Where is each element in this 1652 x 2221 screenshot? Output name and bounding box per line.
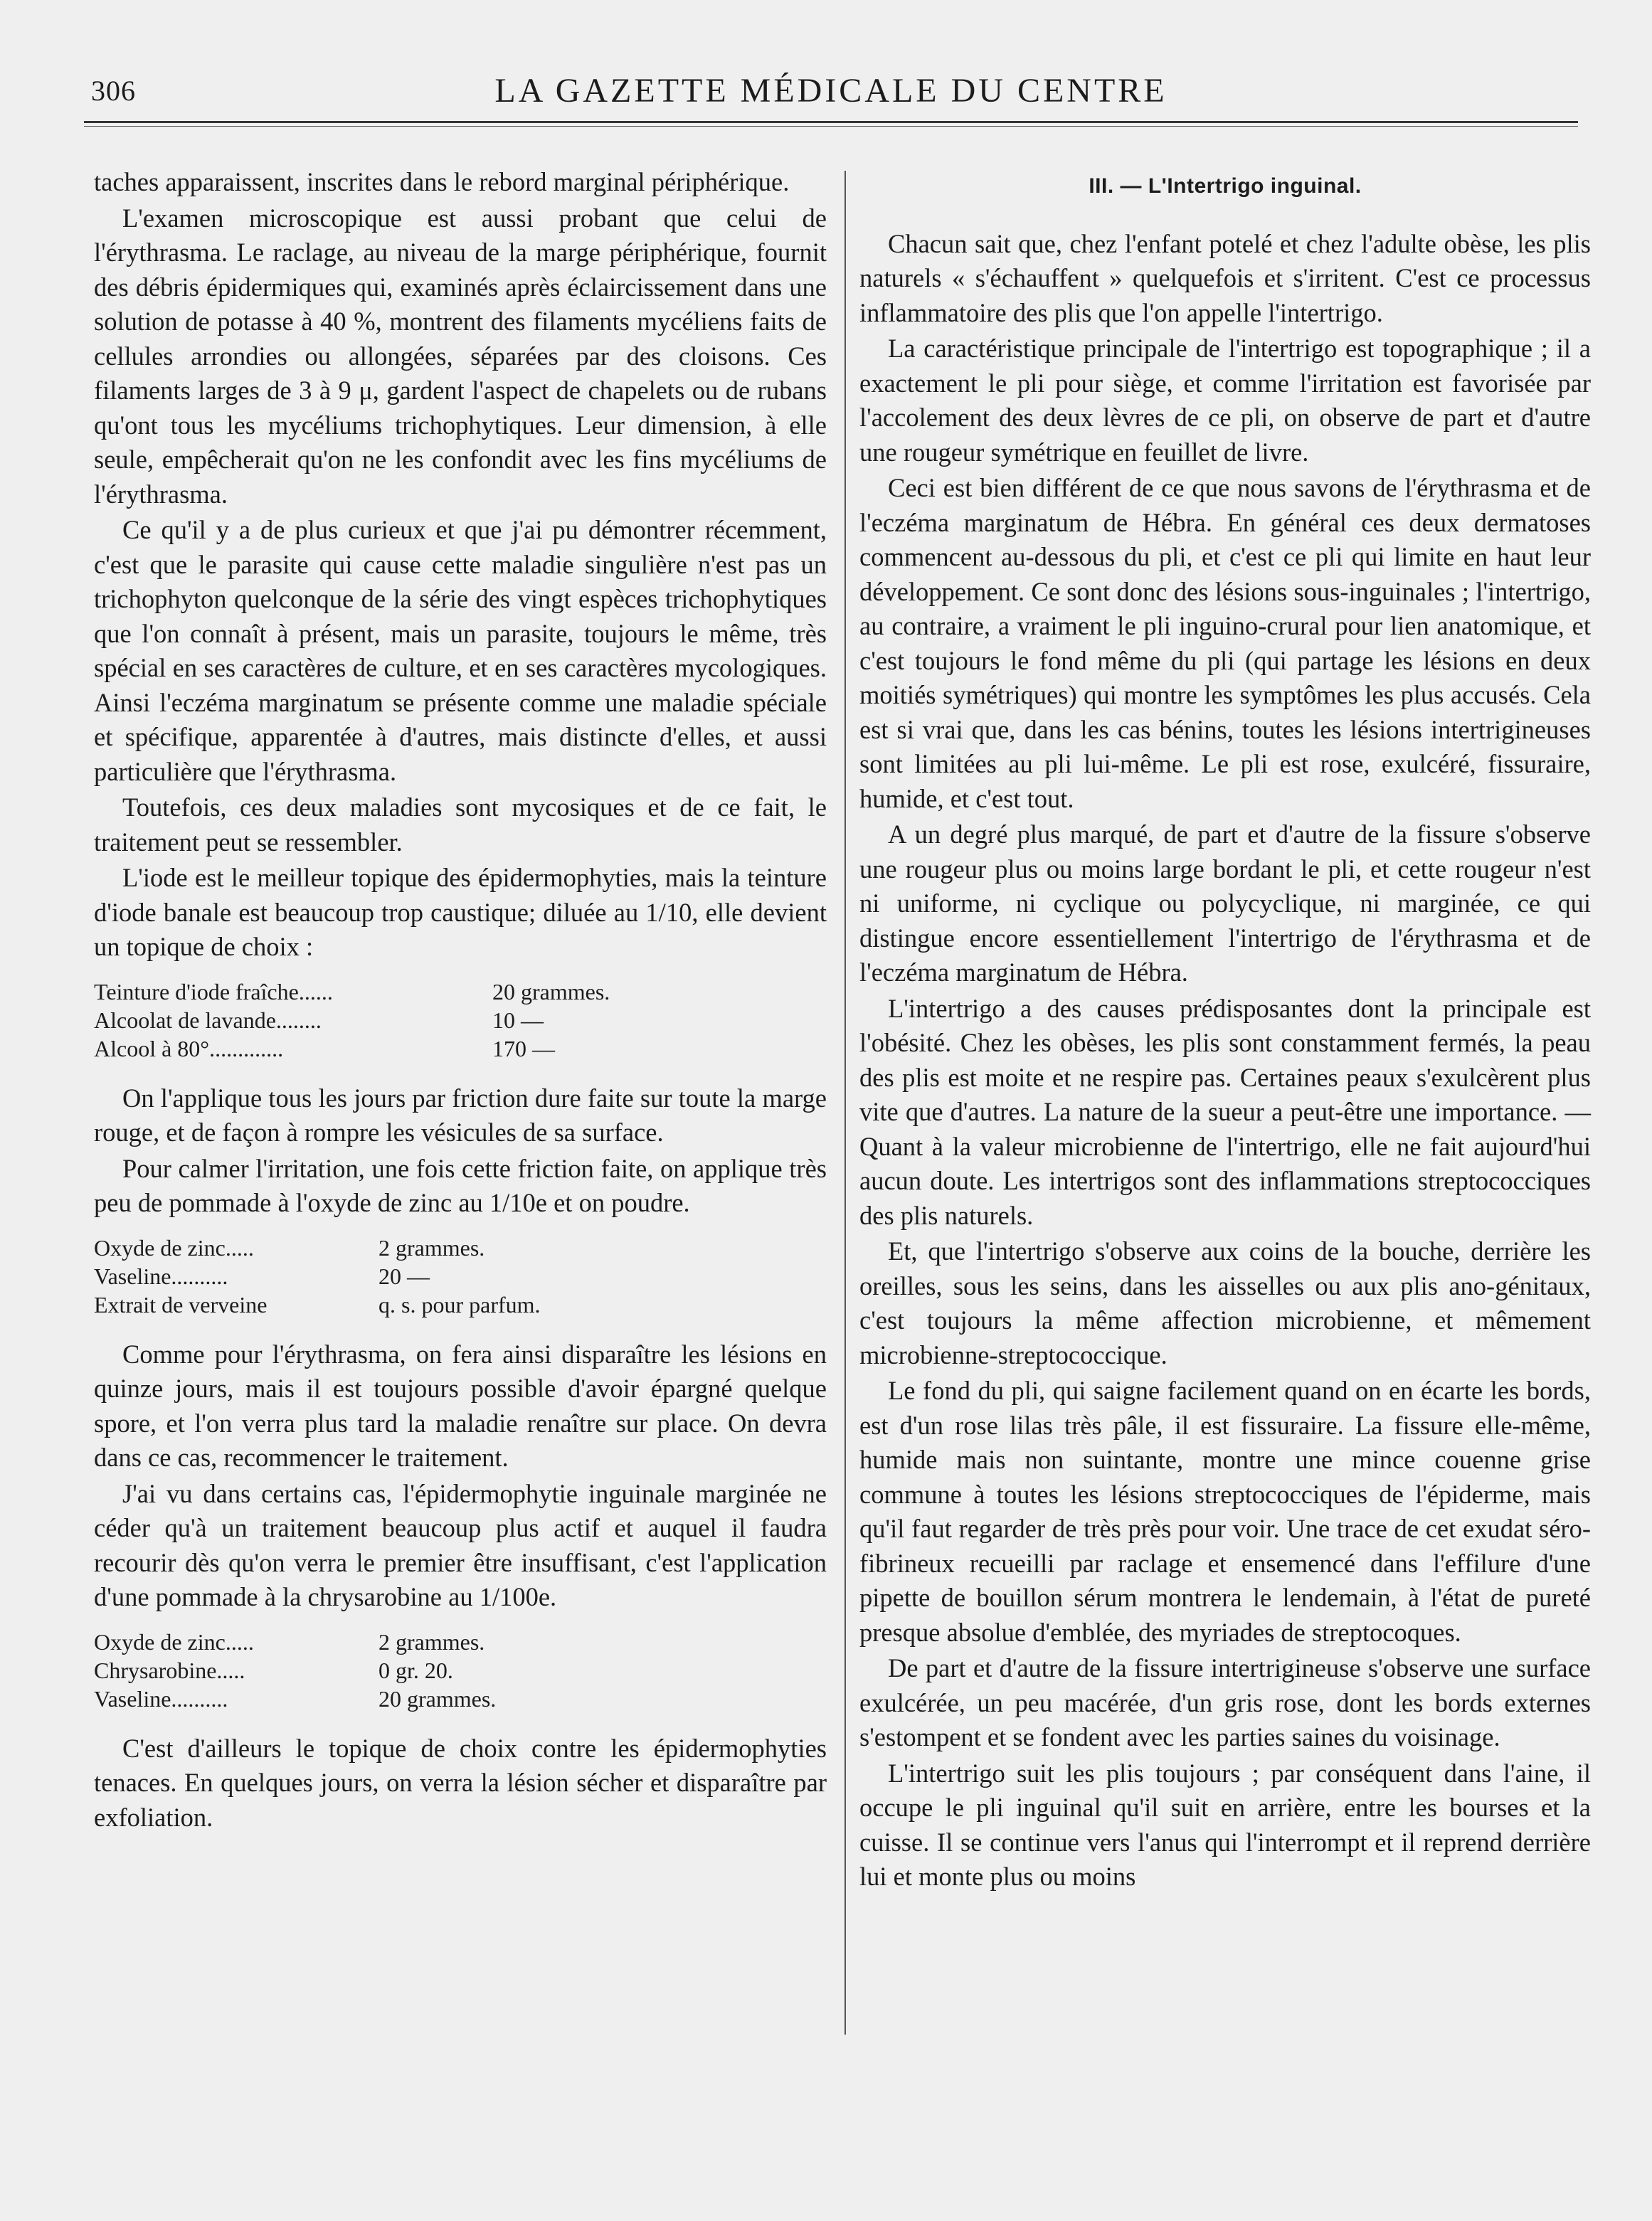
- prescription-row: [94, 977, 610, 1006]
- ingredient: Alcool à 80°.............: [94, 1035, 284, 1061]
- paragraph: De part et d'autre de la fissure intertrigineuse s'observe une surface exulcérée, un peu macérée, d'un gris rose, dont les bords externes s'estompent et se fondent avec les parties saines du voisinage.: [859, 1653, 1591, 1751]
- prescription-chrysarobin: [94, 1628, 496, 1713]
- paragraph: Comme pour l'érythrasma, on fera ainsi disparaître les lésions en quinze jours, mais il est toujours possible d'avoir épargné quelque spore, et l'on verra plus tard la maladie renaître sur place. On devra dans ce cas, recommencer le traitement.: [94, 1339, 827, 1472]
- paragraph: A un degré plus marqué, de part et d'autre de la fissure s'observe une rougeur plus ou moins large bordant le pli, et cette rougeur n'est ni uniforme, ni cyclique ou polycyclique, ni marginée, ce qui distingue encore essentiellement l'intertrigo de l'érythrasma et de l'eczéma marginatum de Hébra.: [859, 820, 1591, 987]
- ingredient: Oxyde de zinc.....: [94, 1234, 254, 1261]
- page-header: [84, 71, 1578, 114]
- page-number: 306: [91, 75, 136, 107]
- running-title: LA GAZETTE MÉDICALE DU CENTRE: [494, 72, 1167, 110]
- paragraph: C'est d'ailleurs le topique de choix contre les épidermophyties tenaces. En quelques jours, on verra la lésion sécher et disparaître par exfoliation.: [94, 1733, 827, 1832]
- quantity: 2 grammes.: [378, 1234, 485, 1261]
- prescription-row: [94, 1034, 610, 1063]
- paragraph: Et, que l'intertrigo s'observe aux coins de la bouche, derrière les oreilles, sous les seins, dans les aisselles ou aux plis ano-génitaux, c'est toujours la même affection microbienne, et mêmement microbienne-streptococcique.: [859, 1236, 1591, 1369]
- prescription-row: [94, 1685, 496, 1713]
- prescription-row: [94, 1628, 496, 1656]
- prescription-iodine: [94, 977, 610, 1063]
- quantity: 2 grammes.: [378, 1628, 485, 1655]
- paragraph: taches apparaissent, inscrites dans le rebord marginal périphérique.: [94, 167, 790, 196]
- ingredient: Vaseline..........: [94, 1263, 228, 1289]
- left-column: [94, 165, 827, 1836]
- quantity: 20 grammes.: [378, 1685, 497, 1712]
- quantity: 20 —: [378, 1263, 430, 1289]
- header-rule: [84, 121, 1578, 127]
- quantity: 10 —: [492, 1007, 544, 1033]
- prescription-row: [94, 1234, 541, 1262]
- quantity: 170 —: [492, 1035, 555, 1061]
- paragraph: L'iode est le meilleur topique des épidermophyties, mais la teinture d'iode banale est beaucoup trop caustique; diluée au 1/10, elle devient un topique de choix :: [94, 863, 827, 961]
- paragraph: L'examen microscopique est aussi probant que celui de l'érythrasma. Le raclage, au niveau de la marge périphérique, fournit des débris épidermiques qui, examinés après éclaircissement dans une solution de potasse à 40 %, montrent des filaments mycéliens faits de cellules arrondies ou allongées, séparées par des cloisons. Ces filaments larges de 3 à 9 μ, gardent l'aspect de chapelets ou de rubans qu'ont tous les mycéliums trichophytiques. Leur dimension, à elle seule, empêcherait qu'on ne les confondit avec les fins mycéliums de l'érythrasma.: [94, 203, 827, 509]
- paragraph: La caractéristique principale de l'intertrigo est topographique ; il a exactement le pli pour siège, et comme l'irritation est favorisée par l'accolement des deux lèvres de ce pli, on observe de part et d'autre une rougeur symétrique en feuillet de livre.: [859, 334, 1591, 467]
- paragraph: Toutefois, ces deux maladies sont mycosiques et de ce fait, le traitement peut se ressembler.: [94, 793, 827, 857]
- quantity: 0 gr. 20.: [378, 1657, 453, 1683]
- paragraph: Chacun sait que, chez l'enfant potelé et chez l'adulte obèse, les plis naturels « s'échauffent » quelquefois et s'irritent. C'est ce processus inflammatoire des plis que l'on appelle l'intertrigo.: [859, 228, 1591, 327]
- quantity: q. s. pour parfum.: [378, 1291, 541, 1318]
- paragraph: J'ai vu dans certains cas, l'épidermophytie inguinale marginée ne céder qu'à un traitement beaucoup plus actif et auquel il faudra recourir dès qu'on verra le premier être insuffisant, c'est l'application d'une pommade à la chrysarobine au 1/100e.: [94, 1478, 827, 1611]
- ingredient: Teinture d'iode fraîche......: [94, 978, 333, 1005]
- paragraph: L'intertrigo suit les plis toujours ; par conséquent dans l'aine, il occupe le pli inguinal qu'il suit en arrière, entre les bourses et la cuisse. Il se continue vers l'anus qui l'interrompt et il reprend derrière lui et monte plus ou moins: [859, 1758, 1591, 1891]
- paragraph: On l'applique tous les jours par friction dure faite sur toute la marge rouge, et de façon à rompre les vésicules de sa surface.: [94, 1083, 827, 1147]
- paragraph: L'intertrigo a des causes prédisposantes dont la principale est l'obésité. Chez les obèses, les plis sont constamment fermés, la peau des plis est moite et ne respire pas. Certaines peaux s'exulcèrent plus vite que d'autres. La nature de la sueur a peut-être une importance. — Quant à la valeur microbienne de l'intertrigo, elle ne fait aujourd'hui aucun doute. Les intertrigos sont des inflammations streptococciques des plis naturels.: [859, 993, 1591, 1230]
- ingredient: Oxyde de zinc.....: [94, 1628, 254, 1655]
- right-column: [859, 165, 1591, 1896]
- column-divider: [844, 171, 846, 2035]
- prescription-row: [94, 1656, 496, 1685]
- prescription-zinc-ointment: [94, 1234, 541, 1319]
- ingredient: Alcoolat de lavande........: [94, 1007, 322, 1033]
- paragraph: Pour calmer l'irritation, une fois cette friction faite, on applique très peu de pommade à l'oxyde de zinc au 1/10e et on poudre.: [94, 1153, 827, 1217]
- prescription-row: [94, 1006, 610, 1034]
- quantity: 20 grammes.: [492, 978, 610, 1005]
- section-title: III. — L'Intertrigo inguinal.: [1089, 174, 1362, 198]
- paragraph: Le fond du pli, qui saigne facilement quand on en écarte les bords, est d'un rose lilas très pâle, il est fissuraire. La fissure elle-même, humide mais non suintante, montre une mince couenne grise commune à toutes les lésions streptococciques de l'épiderme, mais qu'il faut regarder de très près pour voir. Une trace de cet exudat séro-fibrineux recueilli par raclage et ensemencé dans l'effilure d'une pipette de bouillon sérum montrera le lendemain, à l'état de pureté presque absolue d'emblée, des myriades de streptocoques.: [859, 1376, 1591, 1647]
- ingredient: Chrysarobine.....: [94, 1657, 245, 1683]
- prescription-row: [94, 1290, 541, 1319]
- ingredient: Vaseline..........: [94, 1685, 228, 1712]
- prescription-row: [94, 1262, 541, 1290]
- ingredient: Extrait de verveine: [94, 1291, 268, 1318]
- paragraph: Ce qu'il y a de plus curieux et que j'ai pu démontrer récemment, c'est que le parasite qui cause cette maladie singulière n'est pas un trichophyton quelconque de la série des vingt espèces trichophytiques que l'on connaît à présent, mais un parasite, toujours le même, très spécial en ses caractères de culture, et en ses caractères mycologiques. Ainsi l'eczéma marginatum se présente comme une maladie spéciale et spécifique, apparentée à d'autres, mais distincte d'elles, et aussi particulière que l'érythrasma.: [94, 515, 827, 786]
- paragraph: Ceci est bien différent de ce que nous savons de l'érythrasma et de l'eczéma marginatum de Hébra. En général ces deux dermatoses commencent au-dessous du pli, et c'est ce pli qui limite en haut leur développement. Ce sont donc des lésions sous-inguinales ; l'intertrigo, au contraire, a vraiment le pli inguino-crural pour lien anatomique, et c'est toujours le fond même du pli (qui partage les lésions en deux moitiés symétriques) qui montre les symptômes les plus accusés. Cela est si vrai que, dans les cas bénins, toutes les lésions intertrigineuses sont limitées au pli lui-même. Le pli est rose, exulcéré, fissuraire, humide, et c'est tout.: [859, 473, 1591, 813]
